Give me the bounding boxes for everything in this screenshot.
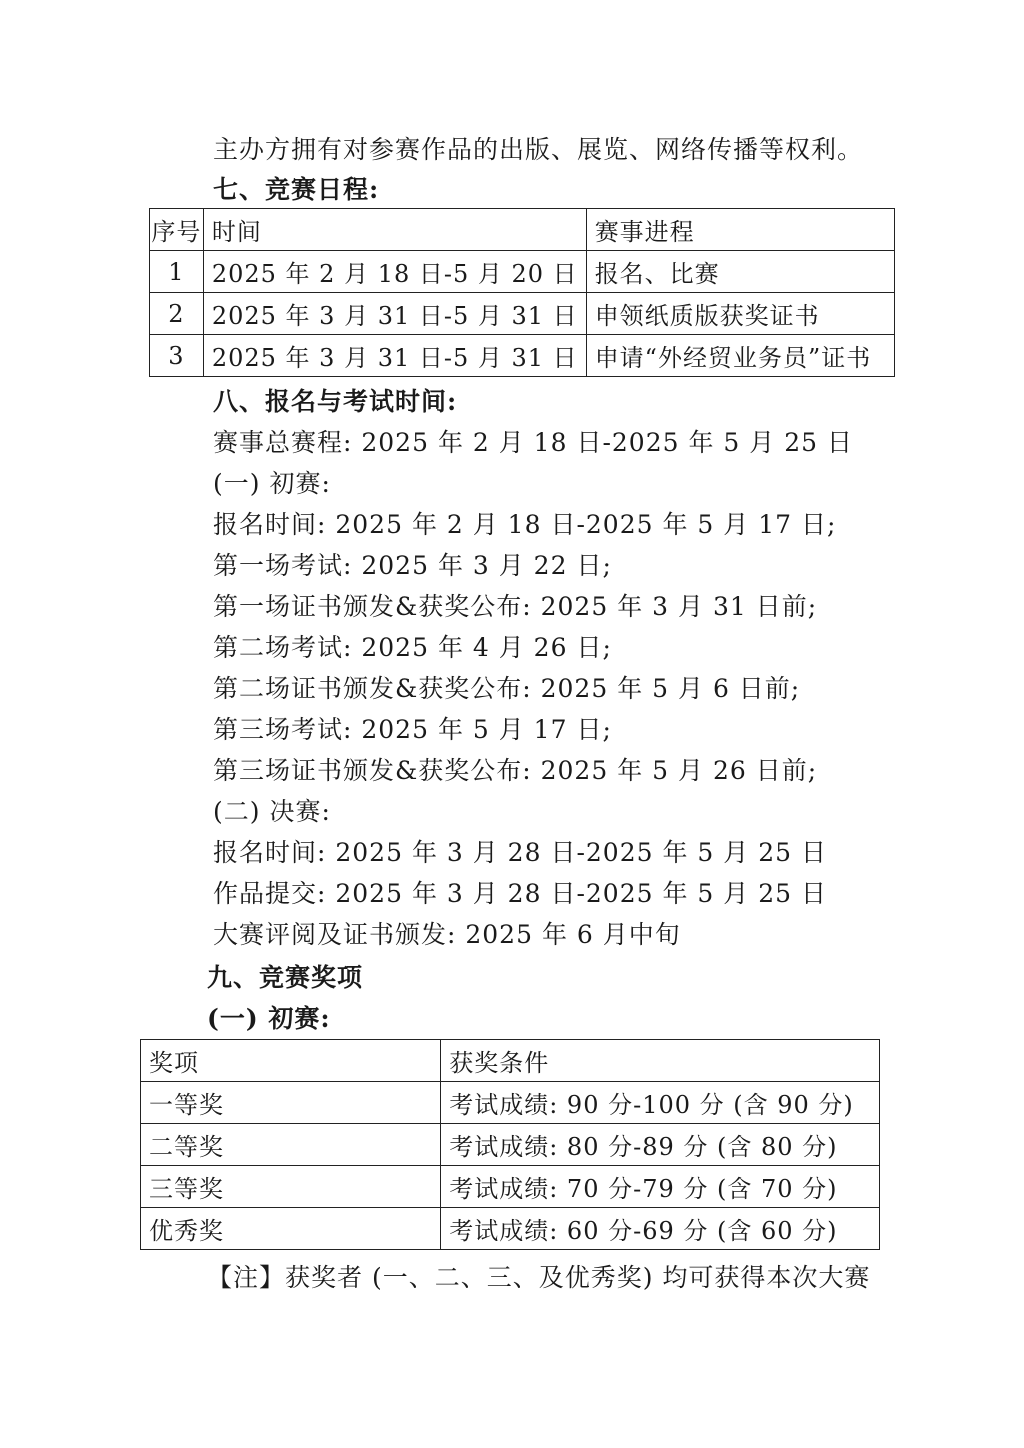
table-row xyxy=(141,1166,880,1208)
award-note: 【注】获奖者 (一、二、三、及优秀奖) 均可获得本次大赛 xyxy=(207,1263,871,1292)
table-row xyxy=(150,251,895,293)
table-row xyxy=(141,1082,880,1124)
text-line: 第三场证书颁发&获奖公布: 2025 年 5 月 26 日前; xyxy=(213,756,818,785)
text-line: (二) 决赛: xyxy=(213,797,331,826)
cell-award: 优秀奖 xyxy=(141,1208,441,1250)
text-line: 报名时间: 2025 年 3 月 28 日-2025 年 5 月 25 日 xyxy=(213,838,827,867)
cell-no: 3 xyxy=(150,335,204,377)
table-header-row xyxy=(141,1040,880,1082)
header-time: 时间 xyxy=(203,209,586,251)
cell-condition: 考试成绩: 80 分-89 分 (含 80 分) xyxy=(441,1124,880,1166)
table-row xyxy=(141,1208,880,1250)
text-line: 第三场考试: 2025 年 5 月 17 日; xyxy=(213,715,612,744)
cell-condition: 考试成绩: 70 分-79 分 (含 70 分) xyxy=(441,1166,880,1208)
cell-stage: 申请“外经贸业务员”证书 xyxy=(586,335,894,377)
cell-no: 1 xyxy=(150,251,204,293)
table-row xyxy=(150,293,895,335)
awards-table xyxy=(140,1039,880,1250)
cell-condition: 考试成绩: 90 分-100 分 (含 90 分) xyxy=(441,1082,880,1124)
cell-time: 2025 年 3 月 31 日-5 月 31 日 xyxy=(203,293,586,335)
text-line: 报名时间: 2025 年 2 月 18 日-2025 年 5 月 17 日; xyxy=(213,510,837,539)
header-no: 序号 xyxy=(150,209,204,251)
cell-condition: 考试成绩: 60 分-69 分 (含 60 分) xyxy=(441,1208,880,1250)
text-line: 作品提交: 2025 年 3 月 28 日-2025 年 5 月 25 日 xyxy=(213,879,827,908)
cell-award: 二等奖 xyxy=(141,1124,441,1166)
text-line: 大赛评阅及证书颁发: 2025 年 6 月中旬 xyxy=(213,920,681,949)
section-9-title: 九、竞赛奖项 xyxy=(207,963,364,992)
text-line: 第二场考试: 2025 年 4 月 26 日; xyxy=(213,633,612,662)
cell-time: 2025 年 3 月 31 日-5 月 31 日 xyxy=(203,335,586,377)
text-line: 赛事总赛程: 2025 年 2 月 18 日-2025 年 5 月 25 日 xyxy=(213,428,853,457)
section-7-title: 七、竞赛日程: xyxy=(213,175,380,204)
text-line: (一) 初赛: xyxy=(213,469,331,498)
cell-award: 三等奖 xyxy=(141,1166,441,1208)
table-row xyxy=(150,335,895,377)
cell-award: 一等奖 xyxy=(141,1082,441,1124)
section-8-title: 八、报名与考试时间: xyxy=(213,387,458,416)
header-stage: 赛事进程 xyxy=(586,209,894,251)
cell-stage: 申领纸质版获奖证书 xyxy=(586,293,894,335)
text-line: 第一场证书颁发&获奖公布: 2025 年 3 月 31 日前; xyxy=(213,592,818,621)
text-line: 第二场证书颁发&获奖公布: 2025 年 5 月 6 日前; xyxy=(213,674,801,703)
table-row xyxy=(141,1124,880,1166)
header-award: 奖项 xyxy=(141,1040,441,1082)
cell-no: 2 xyxy=(150,293,204,335)
header-condition: 获奖条件 xyxy=(441,1040,880,1082)
section-9-subtitle: (一) 初赛: xyxy=(207,1004,331,1033)
table-header-row xyxy=(150,209,895,251)
cell-time: 2025 年 2 月 18 日-5 月 20 日 xyxy=(203,251,586,293)
schedule-table xyxy=(149,208,895,377)
text-line: 第一场考试: 2025 年 3 月 22 日; xyxy=(213,551,612,580)
cell-stage: 报名、比赛 xyxy=(586,251,894,293)
intro-line: 主办方拥有对参赛作品的出版、展览、网络传播等权利。 xyxy=(213,135,864,164)
